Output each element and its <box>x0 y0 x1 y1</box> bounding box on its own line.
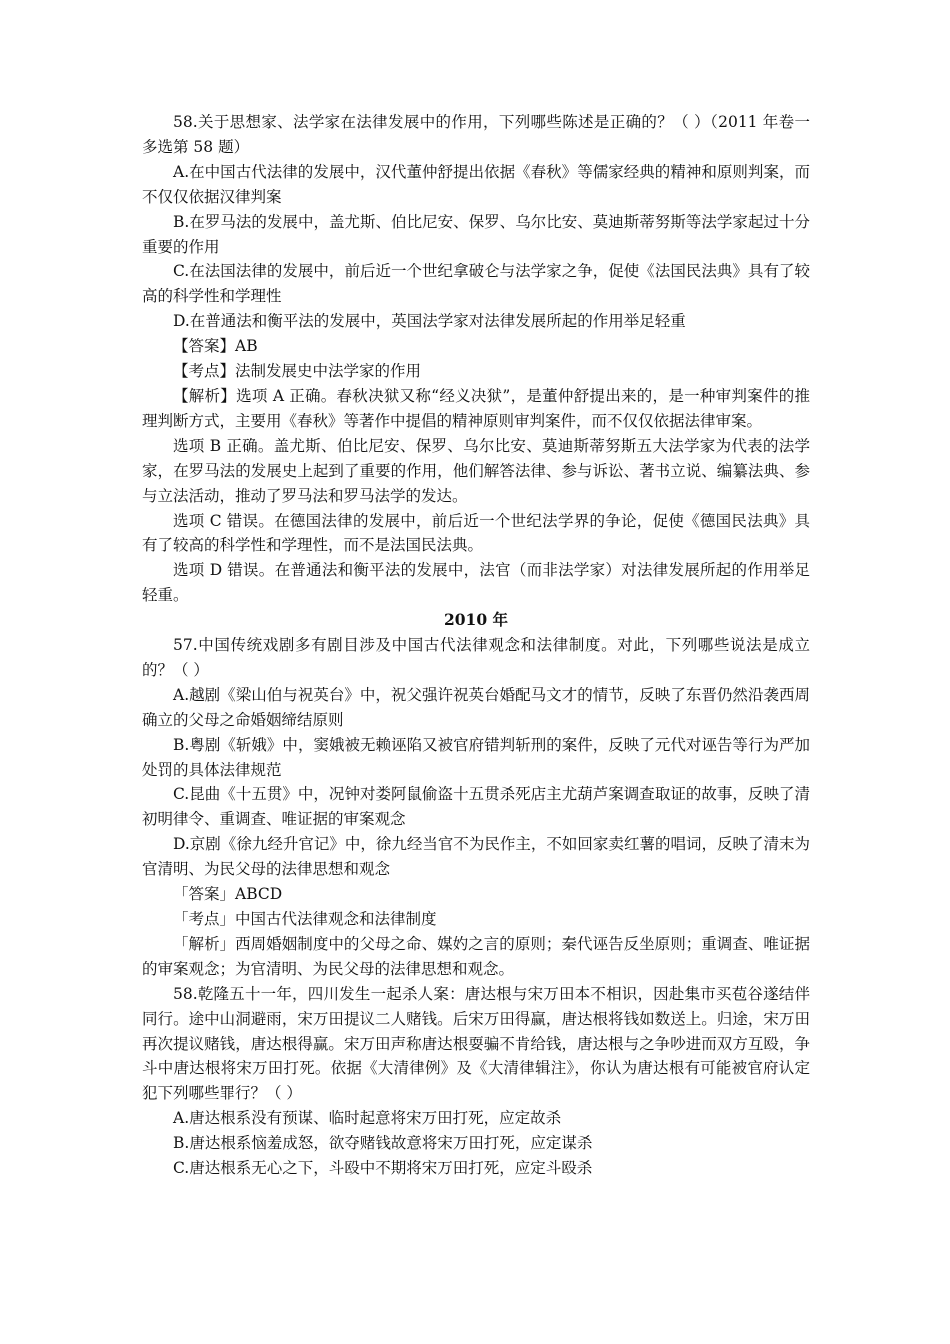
question-57-2010-option-b: B.粤剧《斩娥》中，窦娥被无赖诬陷又被官府错判斩刑的案件，反映了元代对诬告等行为严加处罚的具体法律规范 <box>142 735 810 779</box>
question-57-2010-analysis: 「解析」西周婚姻制度中的父母之命、媒妁之言的原则；秦代诬告反坐原则；重调查、唯证据的审案观念；为官清明、为民父母的法律思想和观念。 <box>142 934 810 978</box>
question-57-2010-option-d: D.京剧《徐九经升官记》中，徐九经当官不为民作主，不如回家卖红薯的唱词，反映了清末为官清明、为民父母的法律思想和观念 <box>142 835 810 879</box>
question-58-2010-option-a: A.唐达根系没有预谋、临时起意将宋万田打死，应定故杀 <box>173 1109 562 1128</box>
question-58-2011-analysis-c: 选项 C 错误。在德国法律的发展中，前后近一个世纪法学界的争论，促使《德国民法典》具有了较高的科学性和学理性，而不是法国民法典。 <box>142 511 810 555</box>
question-57-2010-option-a: A.越剧《梁山伯与祝英台》中，祝父强许祝英台婚配马文才的情节，反映了东晋仍然沿袭西周确立的父母之命婚姻缔结原则 <box>142 685 810 729</box>
question-58-2011-option-b: B.在罗马法的发展中，盖尤斯、伯比尼安、保罗、乌尔比安、莫迪斯蒂努斯等法学家起过十分重要的作用 <box>142 212 810 256</box>
question-57-2010-answer: 「答案」ABCD <box>173 885 283 904</box>
question-58-2011-analysis-d: 选项 D 错误。在普通法和衡平法的发展中，法官（而非法学家）对法律发展所起的作用举足轻重。 <box>142 561 810 605</box>
question-58-2011-point: 【考点】法制发展史中法学家的作用 <box>173 362 422 381</box>
question-58-2011-option-d: D.在普通法和衡平法的发展中，英国法学家对法律发展所起的作用举足轻重 <box>173 312 686 331</box>
question-58-2011-option-a: A.在中国古代法律的发展中，汉代董仲舒提出依据《春秋》等儒家经典的精神和原则判案，而不仅仅依据汉律判案 <box>142 162 810 206</box>
question-58-2011-option-c: C.在法国法律的发展中，前后近一个世纪拿破仑与法学家之争，促使《法国民法典》具有了较高的科学性和学理性 <box>142 262 810 306</box>
year-heading: 2010 年 <box>443 610 509 630</box>
question-58-2011-analysis: 【解析】选项 A 正确。春秋决狱又称“经义决狱”，是董仲舒提出来的，是一种审判案件的推理判断方式，主要用《春秋》等著作中提倡的精神原则审判案件，而不仅仅依据法律审案。 <box>142 386 810 430</box>
question-57-2010-option-c: C.昆曲《十五贯》中，况钟对娄阿鼠偷盗十五贯杀死店主尤葫芦案调查取证的故事，反映了清初明律令、重调查、唯证据的审案观念 <box>142 785 810 829</box>
question-57-2010-point: 「考点」中国古代法律观念和法律制度 <box>173 910 437 928</box>
question-58-2010-stem: 58.乾隆五十一年，四川发生一起杀人案：唐达根与宋万田本不相识，因赴集市买苞谷遂结伴同行。途中山洞避雨，宋万田提议二人赌钱。后宋万田得赢，唐达根将钱如数送上。归途，宋万田再次提议赌钱，唐达根得赢。宋万田声称唐达根耍骗不肯给钱，唐达根与之争吵进而双方互殴，争斗中唐达根将宋万田打死。依据《大清律例》及《大清律辑注》，你认为唐达根有可能被官府认定犯下列哪些罪行？（ ） <box>142 984 810 1103</box>
question-58-2011-analysis-b: 选项 B 正确。盖尤斯、伯比尼安、保罗、乌尔比安、莫迪斯蒂努斯五大法学家为代表的法学家，在罗马法的发展史上起到了重要的作用，他们解答法律、参与诉讼、著书立说、编纂法典、参与立法活动，推动了罗马法和罗马法学的发达。 <box>142 436 810 505</box>
question-58-2011-stem: 58.关于思想家、法学家在法律发展中的作用，下列哪些陈述是正确的？（ ）（2011 年卷一多选第 58 题） <box>142 113 810 156</box>
question-58-2010-option-b: B.唐达根系恼羞成怒，欲夺赌钱故意将宋万田打死，应定谋杀 <box>173 1134 593 1153</box>
question-58-2011-answer: 【答案】AB <box>173 337 258 356</box>
question-58-2010-option-c: C.唐达根系无心之下，斗殴中不期将宋万田打死，应定斗殴杀 <box>173 1159 593 1178</box>
document-page <box>142 110 810 1181</box>
question-57-2010-stem: 57.中国传统戏剧多有剧目涉及中国古代法律观念和法律制度。对此，下列哪些说法是成立的？（ ） <box>142 636 810 679</box>
